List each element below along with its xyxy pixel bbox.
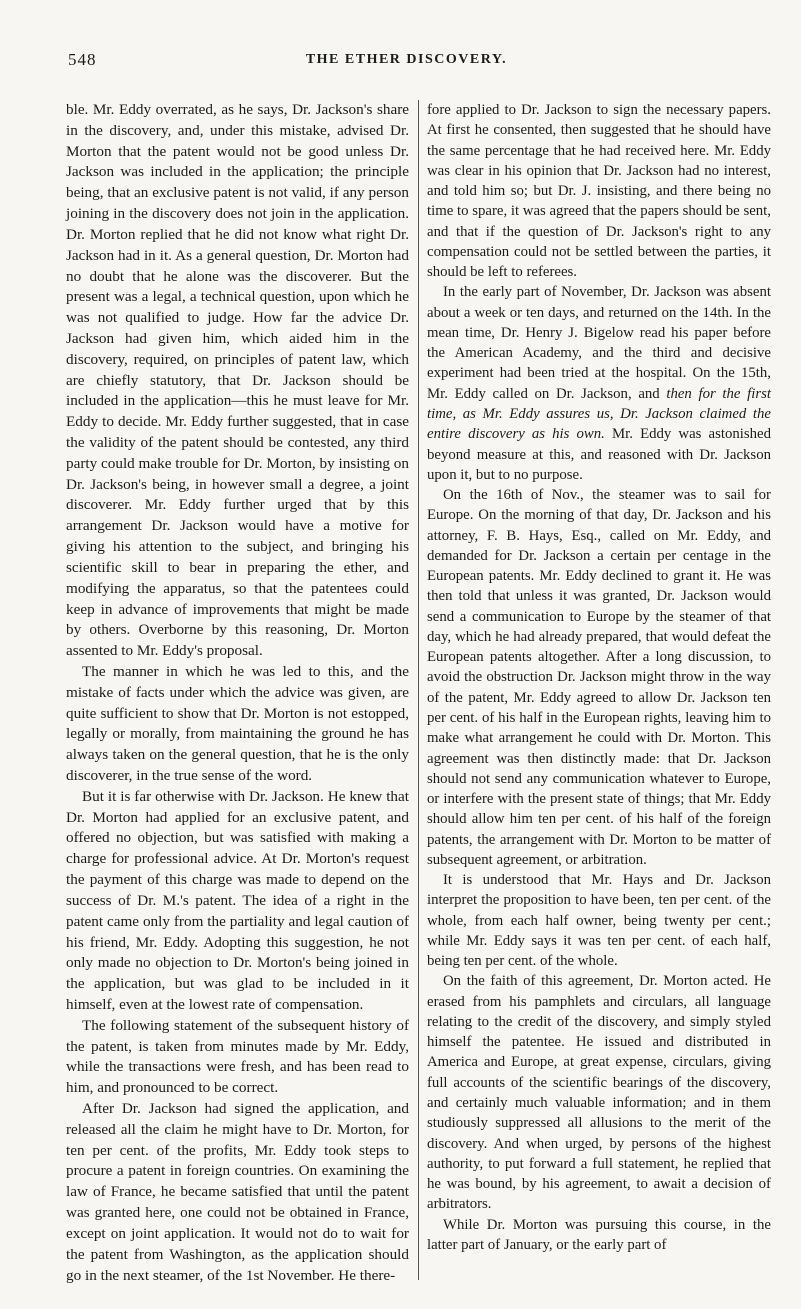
italic-text-run: then for the first time, as Mr. Eddy assures us, Dr. Jackson claimed the entire discovery as his own. xyxy=(427,385,771,443)
paragraph: It is understood that Mr. Hays and Dr. Jackson interpret the proposition to have been, ten per cent. of the whole, from each half owner, being twenty per cent.; while Mr. Eddy says it was ten per cent. of each half, being ten per cent. of the whole. xyxy=(427,872,771,970)
text-run: In the early part of November, Dr. Jackson was absent about a week or ten days, and returned on the 14th. In the mean time, Dr. Henry J. Bigelow read his paper before the American Academy, and the third and decisive experiment had been tried at the hospital. On the 15th, Mr. Eddy called on Dr. Jackson, and xyxy=(427,284,771,402)
paragraph: On the faith of this agreement, Dr. Morton acted. He erased from his pamphlets and circulars, all language relating to the credit of the discovery, and simply styled himself the patentee. He issued and distributed in America and Europe, at great expense, circulars, giving full accounts of the scientific bearings of the discovery, and certainly much valuable information; and in them studiously suppressed all allusions to the merit of the discovery. And when urged, by persons of the highest authority, to put forward a full statement, he replied that he was bound, by his agreement, to await a decision of arbitrators. xyxy=(427,973,771,1213)
paragraph: But it is far otherwise with Dr. Jackson. He knew that Dr. Morton had applied for an exclusive patent, and offered no objection, but was satisfied with making a charge for professional advice. At Dr. Morton's request the payment of this charge was made to depend on the success of Dr. M.'s patent. The idea of a right in the patent came only from the partiality and legal caution of his friend, Mr. Eddy. Adopting this suggestion, he not only made no objection to Dr. Morton's being joined in the application, but was glad to be included in it himself, even at the lowest rate of compensation. xyxy=(66,787,409,1013)
page-number: 548 xyxy=(68,50,97,69)
right-column xyxy=(427,100,771,1255)
text-run: Mr. Eddy was astonished beyond measure at this, and reasoned with Dr. Jackson upon it, but to no purpose. xyxy=(427,426,772,483)
paragraph: fore applied to Dr. Jackson to sign the necessary papers. At first he consented, then suggested that he should have the same percentage that he had received here. Mr. Eddy was clear in his opinion that Dr. Jackson had no interest, and told him so; but Dr. J. insisting, and there being no time to spare, it was agreed that the papers should be sent, and that if the question of Dr. Jackson's right to any compensation could not be settled between the parties, it should be left to referees. xyxy=(427,102,771,281)
paragraph: On the 16th of Nov., the steamer was to sail for Europe. On the morning of that day, Dr. Jackson and his attorney, F. B. Hays, Esq., called on Mr. Eddy, and demanded for Dr. Jackson a certain per centage in the European patents. Mr. Eddy declined to grant it. He was then told that unless it was granted, Dr. Jackson would send a communication to Europe by the steamer of that day, which he had already prepared, that would defeat the European patents altogether. After a long discussion, to avoid the obstruction Dr. Jackson might throw in the way of the patent, Mr. Eddy agreed to allow Dr. Jackson ten per cent. of his half in the European rights, leaving him to make what arrangement he could with Dr. Morton. This agreement was then distinctly made: that Dr. Jackson should not send any communication whatever to Europe, or interfere with the present state of things; that Mr. Eddy should allow him ten per cent. of his half of the foreign patents, the arrangement with Dr. Morton to be matter of subsequent agreement, or arbitration. xyxy=(427,487,771,868)
page-header xyxy=(68,50,745,72)
paragraph: The manner in which he was led to this, and the mistake of facts under which the advice was given, are quite sufficient to show that Dr. Morton is not estopped, legally or morally, from maintaining the ground he has always taken on the general question, that he is the only discoverer, in the true sense of the word. xyxy=(66,662,409,784)
running-title: THE ETHER DISCOVERY. xyxy=(305,52,508,67)
paragraph: While Dr. Morton was pursuing this course, in the latter part of January, or the early part of xyxy=(427,1216,771,1253)
left-column xyxy=(66,100,409,1286)
column-divider xyxy=(418,100,419,1280)
paragraph: After Dr. Jackson had signed the application, and released all the claim he might have to Dr. Morton, for ten per cent. of the profits, Mr. Eddy took steps to procure a patent in foreign countries. On examining the law of France, he became satisfied that until the patent was granted here, one could not be obtained in France, except on joint application. It would not do to wait for the patent from Washington, as the application should go in the next steamer, of the 1st November. He there- xyxy=(66,1100,409,1284)
paragraph: The following statement of the subsequent history of the patent, is taken from minutes made by Mr. Eddy, while the transactions were fresh, and has been read to him, and pronounced to be correct. xyxy=(66,1016,409,1097)
paragraph xyxy=(427,282,771,485)
paragraph: ble. Mr. Eddy overrated, as he says, Dr. Jackson's share in the discovery, and, under this mistake, advised Dr. Morton that the patent would not be good unless Dr. Jackson was included in the application; the principle being, that an exclusive patent is not valid, if any person joining in the discovery does not join in the application. Dr. Morton replied that he did not know what right Dr. Jackson had in it. As a general question, Dr. Morton had no doubt that he alone was the discoverer. But the present was a legal, a technical question, upon which he was not qualified to judge. How far the advice Dr. Jackson had given him, which aided him in the discovery, required, on principles of patent law, which are chiefly statutory, that Dr. Jackson should be included in the application—this he must leave for Mr. Eddy to decide. Mr. Eddy further suggested, that in case the validity of the patent should be contested, any third party could make trouble for Dr. Morton, by insisting on Dr. Jackson's being, in however small a degree, a joint discoverer. Mr. Eddy further urged that by this arrangement Dr. Jackson would have a motive for giving his attention to the subject, and bringing his scientific skill to bear in preparing the ether, and modifying the apparatus, so that the patentees could keep in advance of improvements that might be made by others. Overborne by this reasoning, Dr. Morton assented to Mr. Eddy's proposal. xyxy=(66,101,409,660)
